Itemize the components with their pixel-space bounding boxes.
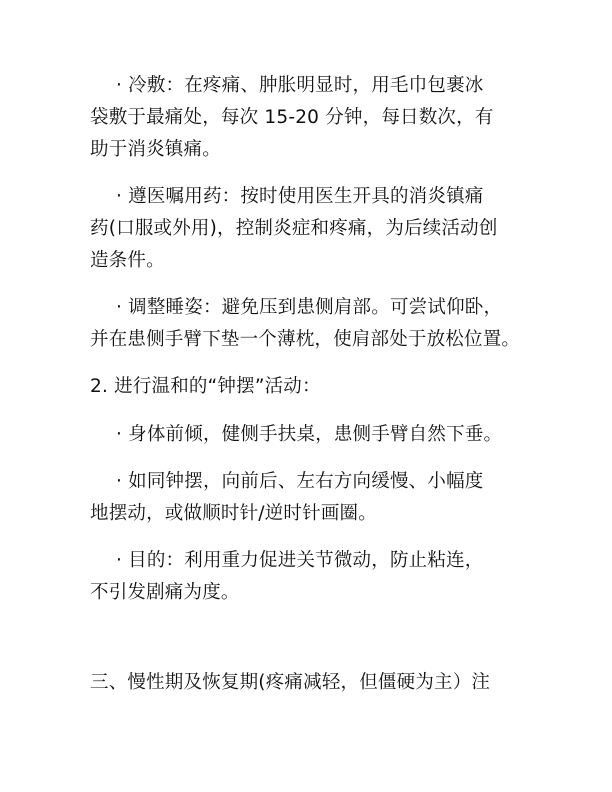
- section-heading-pendulum: 2. 进行温和的“钟摆”活动：: [90, 376, 321, 397]
- bullet-cold-compress-line-1: · 冷敷：在疼痛、肿胀明显时，用毛巾包裹冰: [116, 75, 484, 96]
- bullet-sleep-posture-line-2: 并在患侧手臂下垫一个薄枕，使肩部处于放松位置。: [90, 329, 521, 350]
- section-heading-chronic-phase: 三、慢性期及恢复期(疼痛减轻，但僵硬为主）注: [90, 672, 491, 693]
- bullet-sleep-posture-line-1: · 调整睡姿：避免压到患侧肩部。可尝试仰卧，: [116, 297, 503, 318]
- bullet-medication-line-2: 药(口服或外用)，控制炎症和疼痛，为后续活动创: [90, 218, 498, 239]
- bullet-medication-line-1: · 遵医嘱用药：按时使用医生开具的消炎镇痛: [116, 186, 484, 207]
- bullet-body-lean: · 身体前倾，健侧手扶桌，患侧手臂自然下垂。: [116, 424, 503, 445]
- bullet-medication-line-3: 造条件。: [90, 250, 165, 271]
- bullet-cold-compress-line-2: 袋敷于最痛处，每次 15-20 分钟，每日数次，有: [90, 107, 494, 128]
- bullet-purpose-line-1: · 目的：利用重力促进关节微动，防止粘连，: [116, 550, 484, 571]
- bullet-cold-compress-line-3: 助于消炎镇痛。: [90, 139, 221, 160]
- bullet-swing-line-2: 地摆动，或做顺时针/逆时针画圈。: [90, 503, 377, 524]
- bullet-swing-line-1: · 如同钟摆，向前后、左右方向缓慢、小幅度: [116, 471, 484, 492]
- bullet-purpose-line-2: 不引发剧痛为度。: [90, 582, 240, 603]
